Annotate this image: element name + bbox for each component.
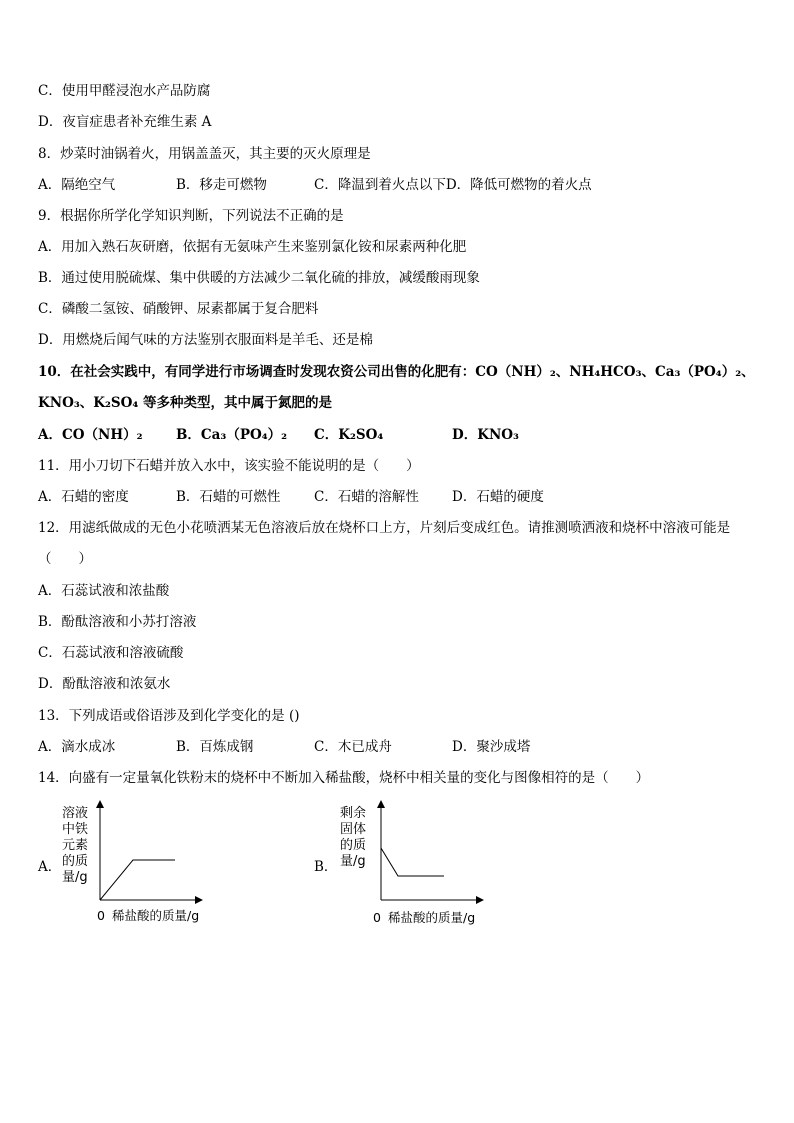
q11-option-a: A．石蜡的密度 [38, 489, 129, 505]
graph-b-plot [376, 798, 486, 908]
graph-b-ylabel: 剩余固体的质量/g [340, 806, 367, 869]
graph-a-ylabel: 溶液中铁元素的质量/g [62, 806, 89, 885]
q13-option-a: A．滴水成冰 [38, 739, 116, 755]
q11-option-b: B．石蜡的可燃性 [176, 489, 281, 505]
graph-b-curve [381, 848, 444, 876]
q8-option-a: A．隔绝空气 [38, 177, 116, 193]
q12-stem-2: （ ） [38, 551, 92, 567]
graph-a-origin: 0 [97, 908, 105, 923]
q8-option-cd: C．降温到着火点以下D．降低可燃物的着火点 [314, 177, 592, 193]
q9-option-b: B．通过使用脱硫煤、集中供暖的方法减少二氧化硫的排放，减缓酸雨现象 [38, 270, 480, 286]
q12-option-c: C．石蕊试液和溶液硫酸 [38, 645, 184, 661]
q8-stem: 8．炒菜时油锅着火，用锅盖盖灭，其主要的灭火原理是 [38, 146, 371, 162]
q13-option-c: C．木已成舟 [314, 739, 392, 755]
q14-stem: 14．向盛有一定量氧化铁粉末的烧杯中不断加入稀盐酸，烧杯中相关量的变化与图像相符的是（ ） [38, 770, 650, 786]
q13-option-d: D．聚沙成塔 [452, 739, 531, 755]
q10-option-a: A．CO（NH）₂ [38, 427, 143, 443]
q10-option-c: C．K₂SO₄ [314, 427, 384, 443]
q12-option-d: D．酚酞溶液和浓氨水 [38, 676, 171, 692]
q11-option-d: D．石蜡的硬度 [452, 489, 544, 505]
q10-stem-1: 10．在社会实践中，有同学进行市场调查时发现农资公司出售的化肥有：CO（NH）₂、NH₄HCO₃、Ca₃（PO₄）₂、 [38, 364, 755, 380]
q10-option-b: B．Ca₃（PO₄）₂ [176, 427, 288, 443]
q12-option-a: A．石蕊试液和浓盐酸 [38, 583, 170, 599]
graph-b-option-label: B． [314, 859, 338, 875]
q7-option-c: C．使用甲醛浸泡水产品防腐 [38, 83, 211, 99]
q9-option-d: D．用燃烧后闻气味的方法鉴别衣服面料是羊毛、还是棉 [38, 332, 373, 348]
q9-option-a: A．用加入熟石灰研磨，依据有无氨味产生来鉴别氯化铵和尿素两种化肥 [38, 239, 467, 255]
q11-option-c: C．石蜡的溶解性 [314, 489, 419, 505]
graph-a-option-label: A． [38, 859, 62, 875]
graph-a-curve [100, 860, 175, 900]
graph-a-plot [95, 798, 205, 908]
q10-option-d: D．KNO₃ [452, 427, 519, 443]
q7-option-d: D．夜盲症患者补充维生素 A [38, 114, 212, 130]
q12-stem-1: 12．用滤纸做成的无色小花喷洒某无色溶液后放在烧杯口上方，片刻后变成红色。请推测喷洒液和烧杯中溶液可能是 [38, 520, 731, 536]
q9-stem: 9．根据你所学化学知识判断，下列说法不正确的是 [38, 208, 344, 224]
q9-option-c: C．磷酸二氢铵、硝酸钾、尿素都属于复合肥料 [38, 301, 319, 317]
q13-option-b: B．百炼成钢 [176, 739, 254, 755]
q13-stem: 13．下列成语或俗语涉及到化学变化的是 () [38, 708, 300, 724]
graph-b-origin: 0 [373, 910, 381, 925]
graph-b-xlabel: 稀盐酸的质量/g [388, 910, 476, 925]
q12-option-b: B．酚酞溶液和小苏打溶液 [38, 614, 197, 630]
q11-stem: 11．用小刀切下石蜡并放入水中，该实验不能说明的是（ ） [38, 458, 420, 474]
q10-stem-2: KNO₃、K₂SO₄ 等多种类型，其中属于氮肥的是 [38, 395, 333, 411]
graph-a-xlabel: 稀盐酸的质量/g [112, 908, 200, 923]
q8-option-b: B．移走可燃物 [176, 177, 267, 193]
